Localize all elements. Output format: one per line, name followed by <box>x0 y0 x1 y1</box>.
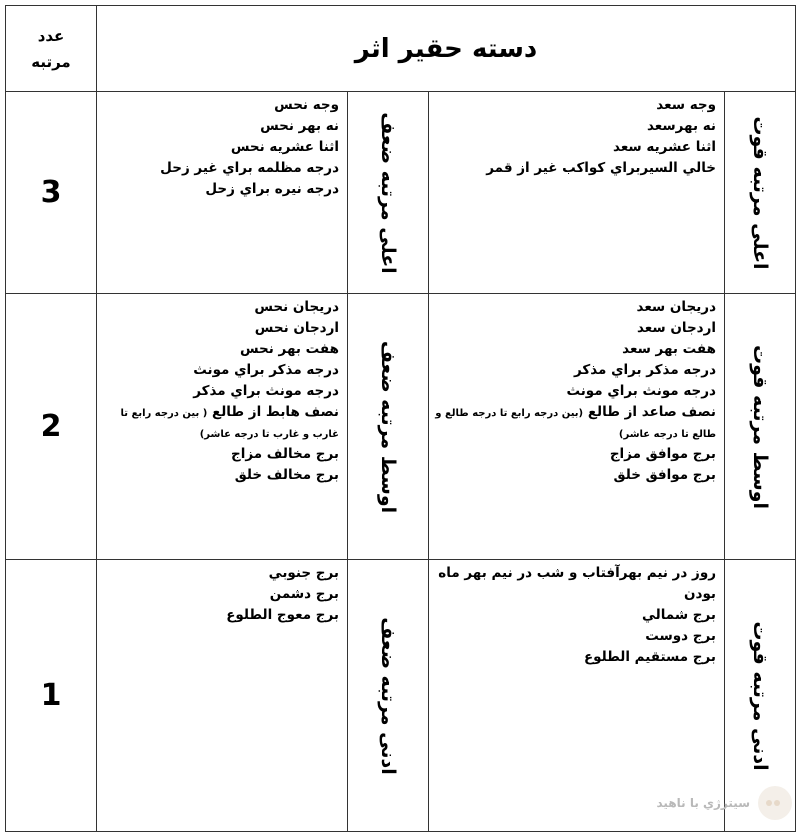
list-item: روز در نيم بهرآفتاب و شب در نيم بهر ماه بودن <box>438 565 716 602</box>
watermark-text: سيترژي با ناهيد <box>656 796 750 810</box>
weakness-label-cell <box>348 560 429 832</box>
list-item: دريجان سعد <box>636 299 716 315</box>
list-item: وجه نحس <box>274 97 339 113</box>
table-title: دسته حقير اثر <box>97 6 796 92</box>
rank-number: 2 <box>6 294 97 560</box>
list-item: برج مستقيم الطلوع <box>583 649 716 665</box>
list-item: برج موافق خلق <box>613 467 716 483</box>
list-item: برج مخالف مزاج <box>230 446 339 462</box>
weakness-label: ادنى مرتبه ضعف <box>377 616 399 775</box>
list-item: درجه مذكر براي مونث <box>193 362 339 378</box>
list-item: درجه مذكر براي مذكر <box>574 362 716 378</box>
list-item: وجه سعد <box>656 97 716 113</box>
list-item <box>103 402 339 444</box>
list-item: درجه مونث براي مذكر <box>193 383 339 399</box>
rank-number: 1 <box>6 560 97 832</box>
list-item: هفت بهر نحس <box>239 341 339 357</box>
rank-header-line2: مرتبه <box>31 52 71 71</box>
strength-label: اعلى مرتبه قوت <box>749 115 772 270</box>
list-item: برج جنوبي <box>268 565 339 581</box>
list-item: نه بهرسعد <box>646 118 716 134</box>
ascent-main: نصف صاعد از طالع <box>587 404 716 420</box>
list-item: برج دوست <box>645 628 716 644</box>
list-item: اثنا عشريه نحس <box>230 139 339 155</box>
strength-label-cell <box>725 92 796 294</box>
rank-number: 3 <box>6 92 97 294</box>
strength-label: اوسط مرتبه قوت <box>749 344 772 509</box>
weakness-list <box>97 294 348 560</box>
list-item: برج مخالف خلق <box>234 467 339 483</box>
astrology-table <box>5 5 796 832</box>
list-item: هفت بهر سعد <box>622 341 716 357</box>
descent-main: نصف هابط از طالع <box>212 404 339 420</box>
weakness-label: اوسط مرتبه ضعف <box>377 340 399 513</box>
weakness-label-cell <box>348 294 429 560</box>
list-item: خالي السيربراي كواكب غير از قمر <box>486 160 716 176</box>
rank-header-line1: عدد <box>37 26 65 45</box>
list-item: برج دشمن <box>269 586 339 602</box>
list-item <box>435 402 716 444</box>
list-item: نه بهر نحس <box>260 118 339 134</box>
list-item: برج موافق مزاج <box>609 446 716 462</box>
strength-label-cell <box>725 294 796 560</box>
list-item: درجه مظلمه براي غير زحل <box>160 160 339 176</box>
weakness-label: اعلى مرتبه ضعف <box>377 111 399 274</box>
table-row <box>6 294 796 560</box>
table-row <box>6 92 796 294</box>
list-item: برج شمالي <box>641 607 716 623</box>
header-row <box>6 6 796 92</box>
watermark-logo-icon <box>758 786 792 820</box>
weakness-list <box>97 560 348 832</box>
list-item: اردجان سعد <box>636 320 716 336</box>
weakness-label-cell <box>348 92 429 294</box>
strength-label: ادنى مرتبه قوت <box>749 620 772 771</box>
list-item: برج معوج الطلوع <box>226 607 339 623</box>
ascent-note: (بين درجه رابع تا درجه طالع و طالع تا درجه عاشر) <box>435 408 716 440</box>
strength-list <box>429 294 725 560</box>
list-item: اثنا عشريه سعد <box>613 139 716 155</box>
list-item: دريجان نحس <box>254 299 339 315</box>
descent-note: ( بين درجه رابع تا غارب و غارب تا درجه عاشر) <box>120 408 339 440</box>
strength-list <box>429 92 725 294</box>
watermark <box>648 790 796 820</box>
weakness-list <box>97 92 348 294</box>
list-item: درجه نيره براي زحل <box>205 181 339 197</box>
list-item: اردجان نحس <box>254 320 339 336</box>
list-item: درجه مونث براي مونث <box>566 383 716 399</box>
rank-header-cell <box>6 6 97 92</box>
